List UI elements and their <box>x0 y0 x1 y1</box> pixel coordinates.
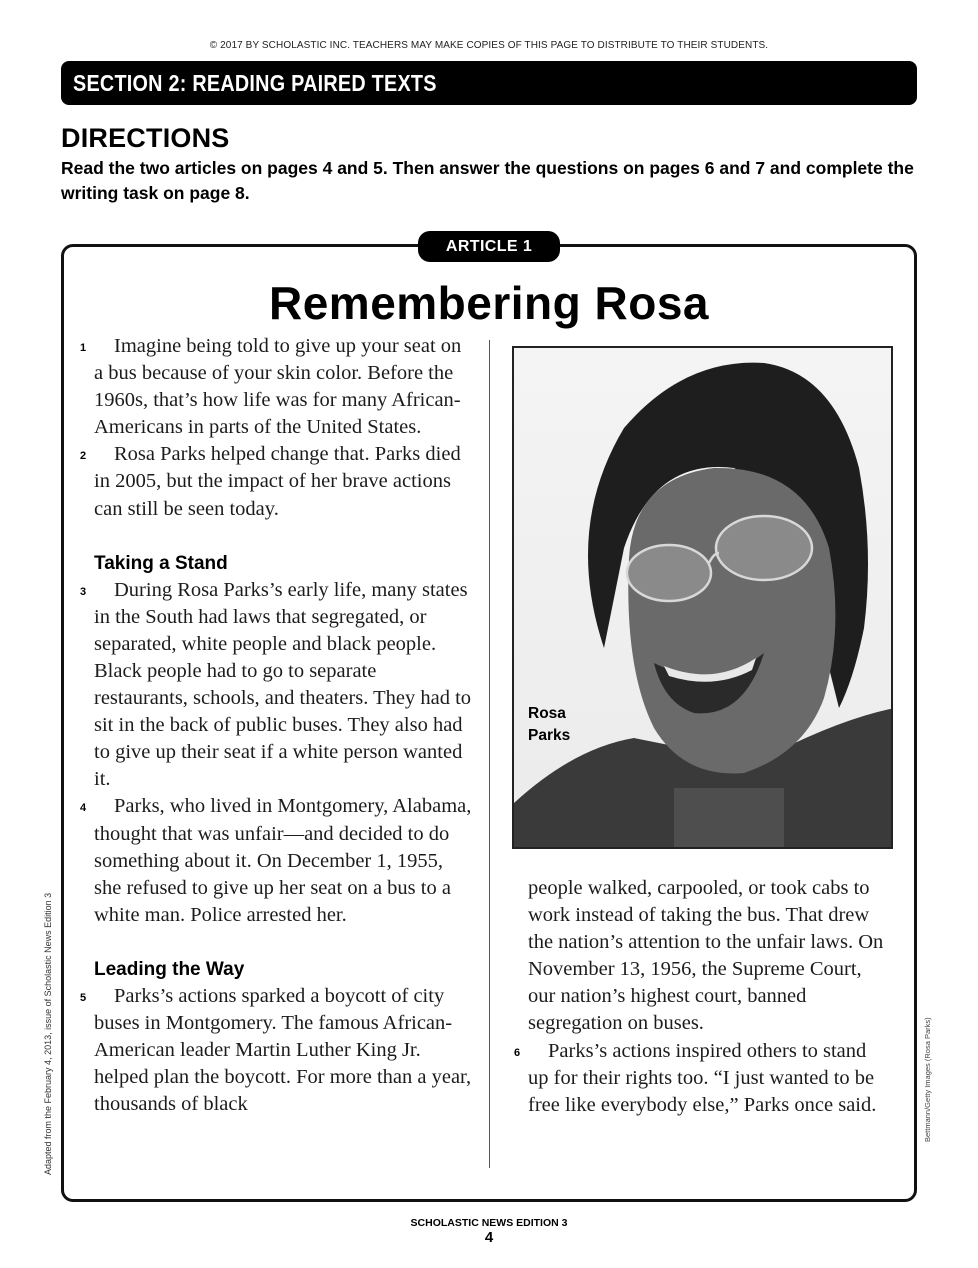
paragraph-text: people walked, carpooled, or took cabs to work instead of taking the bus. That drew the nation’s attention to the unfair laws. On November 13, 1956, the Supreme Court, our nation’s highest court, banned segregation on buses. <box>528 877 884 1035</box>
rosa-parks-photo <box>512 346 893 849</box>
page-number: 4 <box>484 1229 494 1246</box>
paragraph-number: 1 <box>80 342 87 354</box>
column-divider <box>489 340 490 1168</box>
section-header-bar <box>61 61 917 105</box>
article-title: Remembering Rosa <box>268 277 709 329</box>
paragraph-number: 2 <box>80 450 87 463</box>
footer-publication: SCHOLASTIC NEWS EDITION 3 <box>410 1217 568 1229</box>
source-credit: Adapted from the February 4, 2013, issue of Scholastic News Edition 3 <box>43 892 53 1175</box>
paragraph-text: Imagine being told to give up your seat on a bus because of your skin color. Before the 1960s, that’s how life was for many African-Americans in parts of the United States. <box>94 335 462 439</box>
paragraph-text: Parks’s actions sparked a boycott of city buses in Montgomery. The famous African-American leader Martin Luther King Jr. helped plan the boycott. For more than a year, thousands of black <box>94 984 472 1116</box>
paragraph-number: 6 <box>514 1046 521 1059</box>
article-label-badge: ARTICLE 1 <box>418 231 560 262</box>
portrait-illustration <box>514 348 893 849</box>
paragraph-number: 3 <box>80 585 87 598</box>
paragraph-text: Rosa Parks helped change that. Parks died in 2005, but the impact of her brave actions can still be seen today. <box>94 443 461 520</box>
subhead-leading-the-way: Leading the Way <box>94 958 245 980</box>
paragraph-text: Parks’s actions inspired others to stand up for their rights too. “I just wanted to be free like everybody else,” Parks once said. <box>528 1039 877 1116</box>
paragraph-3 <box>80 577 474 794</box>
article-left-column <box>80 333 474 1118</box>
paragraph-text: During Rosa Parks’s early life, many states in the South had laws that segregated, or separated, white people and black people. Black people had to go to separate restaurants, schools, and theaters. They had to sit in the back of public buses. They also had to give up their seat if a white person wanted it. <box>94 578 472 791</box>
subhead-taking-a-stand: Taking a Stand <box>94 552 228 574</box>
photo-credit: Bettmann/Getty Images (Rosa Parks) <box>923 1017 932 1142</box>
directions-title: DIRECTIONS <box>61 123 230 153</box>
copyright-notice: © 2017 BY SCHOLASTIC INC. TEACHERS MAY MAKE COPIES OF THIS PAGE TO DISTRIBUTE TO THEIR STUDENTS. <box>209 40 769 51</box>
directions-text: Read the two articles on pages 4 and 5. Then answer the questions on pages 6 and 7 and complete the writing task on page 8. <box>61 158 914 203</box>
paragraph-4 <box>80 793 474 928</box>
paragraph-6 <box>514 1038 888 1119</box>
paragraph-text: Parks, who lived in Montgomery, Alabama, thought that was unfair—and decided to do something about it. On December 1, 1955, she refused to give up her seat on a bus to a white man. Police arrested her. <box>94 795 472 926</box>
section-title: SECTION 2: READING PAIRED TEXTS <box>73 70 437 96</box>
paragraph-5-continued <box>528 875 888 1038</box>
photo-caption: Rosa Parks <box>528 705 571 744</box>
paragraph-5 <box>80 983 474 1118</box>
paragraph-number: 4 <box>80 802 87 815</box>
paragraph-2 <box>80 441 474 522</box>
article-right-column <box>514 875 888 1119</box>
paragraph-1 <box>80 333 474 441</box>
paragraph-number: 5 <box>80 991 87 1004</box>
